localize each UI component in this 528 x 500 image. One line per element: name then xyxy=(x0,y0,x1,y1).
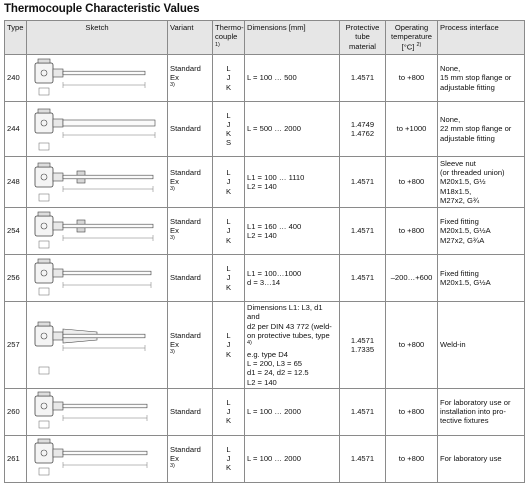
protective-tube-icon xyxy=(63,335,145,339)
material-line: 1.4571 xyxy=(350,177,375,187)
cell-temperature xyxy=(386,102,438,157)
cell-material xyxy=(340,302,386,389)
header-protective-material: Protective tube material xyxy=(340,21,386,55)
temperature-value: to +800 xyxy=(398,454,425,464)
dimension-line: L = 100 … 2000 xyxy=(247,454,301,464)
process-line: M20x1.5, G½ xyxy=(440,177,486,187)
cell-variant xyxy=(168,55,213,102)
material-line: 1.4571 xyxy=(350,454,375,464)
dimension-line-icon xyxy=(63,186,153,192)
process-line: M20x1.5, G½A xyxy=(440,278,491,287)
thermocouple-letter: J xyxy=(226,407,231,417)
material-line: 1.4749 xyxy=(350,119,375,129)
sketch-drawing xyxy=(27,57,168,100)
cell-variant xyxy=(168,255,213,302)
cell-process-interface xyxy=(438,55,525,102)
process-fitting-icon xyxy=(53,402,63,410)
process-line: Fixed fitting xyxy=(440,217,479,227)
side-view-icon xyxy=(39,421,49,428)
table-row xyxy=(5,388,525,435)
thermocouple-letter: L xyxy=(226,168,231,178)
process-line: M18x1.5, xyxy=(440,186,472,196)
table-row xyxy=(5,435,525,482)
cell-sketch xyxy=(27,102,168,157)
thermocouple-letter: K xyxy=(225,349,232,359)
variant-line xyxy=(170,454,210,473)
process-line: None, xyxy=(440,64,461,74)
side-view-icon xyxy=(39,143,49,150)
cell-variant xyxy=(168,388,213,435)
process-line: None, xyxy=(440,115,461,125)
cell-type xyxy=(5,255,27,302)
cell-type xyxy=(5,435,27,482)
cell-sketch xyxy=(27,388,168,435)
cell-thermocouple xyxy=(213,55,245,102)
material-line: 1.4571 xyxy=(350,73,375,83)
connection-head-icon xyxy=(35,109,53,133)
dimension-line: Dimensions L1: L3, d1 and xyxy=(247,303,323,322)
connection-head-icon xyxy=(35,212,53,236)
connection-head-icon xyxy=(35,59,53,83)
sketch-drawing xyxy=(27,257,168,300)
cell-material xyxy=(340,435,386,482)
cell-sketch xyxy=(27,208,168,255)
thermocouple-letter: L xyxy=(226,264,231,274)
dimension-line-text: on protective tubes, type xyxy=(247,330,330,340)
connection-head-icon xyxy=(35,439,53,463)
temperature-value: to +800 xyxy=(398,407,425,417)
dimension-line: d2 per DIN 43 772 (weld- xyxy=(247,321,332,331)
variant-line: Standard xyxy=(170,330,201,340)
process-line: M27x2, G¾A xyxy=(440,235,485,245)
cell-variant xyxy=(168,208,213,255)
connection-head-icon xyxy=(35,259,53,283)
process-line: (or threaded union) xyxy=(440,168,505,178)
variant-line: Standard xyxy=(170,216,201,226)
dimension-line: L = 500 … 2000 xyxy=(247,124,301,134)
thermocouple-letter: J xyxy=(226,454,231,464)
type-code: 240 xyxy=(7,73,20,83)
sketch-drawing xyxy=(27,159,168,206)
cell-thermocouple xyxy=(213,435,245,482)
cell-dimensions xyxy=(245,388,340,435)
side-view-icon xyxy=(39,241,49,248)
process-line: M27x2, G¾ xyxy=(440,195,480,205)
cell-process-interface xyxy=(438,388,525,435)
temperature-value: to +1000 xyxy=(396,124,427,134)
cell-type xyxy=(5,302,27,389)
dimension-line: d1 = 24, d2 = 12.5 xyxy=(247,368,309,378)
variant-line-footnote: 3) xyxy=(170,235,175,242)
cell-sketch xyxy=(27,435,168,482)
header-thermocouple-text: Thermo-couple xyxy=(215,23,244,42)
protective-tube-icon xyxy=(63,71,145,75)
cell-type xyxy=(5,55,27,102)
cell-process-interface xyxy=(438,302,525,389)
thermocouple-letter: J xyxy=(226,119,231,129)
cell-process-interface xyxy=(438,157,525,208)
sketch-drawing xyxy=(27,210,168,253)
characteristics-table xyxy=(4,20,525,483)
process-line: 15 mm stop flange or xyxy=(440,73,512,83)
cell-material xyxy=(340,208,386,255)
variant-line: Standard xyxy=(170,124,201,134)
protective-tube-icon xyxy=(63,120,155,126)
cell-sketch xyxy=(27,255,168,302)
protective-tube-icon xyxy=(63,271,151,275)
process-line: adjustable fitting xyxy=(440,82,495,92)
cell-type xyxy=(5,388,27,435)
thermocouple-letter: L xyxy=(226,397,231,407)
cell-type xyxy=(5,208,27,255)
cell-material xyxy=(340,55,386,102)
cell-dimensions xyxy=(245,208,340,255)
dimension-line: L2 = 140 xyxy=(247,182,277,191)
dimension-line: L1 = 100 … 1110 xyxy=(247,172,305,182)
variant-line-footnote: 3) xyxy=(170,186,175,193)
cell-type xyxy=(5,157,27,208)
page-title: Thermocouple Characteristic Values xyxy=(4,3,200,15)
cell-temperature xyxy=(386,157,438,208)
variant-line-text: Ex xyxy=(170,340,179,349)
variant-line: Standard xyxy=(170,407,201,417)
thermocouple-letter: K xyxy=(225,282,232,292)
cell-material xyxy=(340,388,386,435)
table-row xyxy=(5,255,525,302)
material-line: 1.4571 xyxy=(350,407,375,417)
side-view-icon xyxy=(39,194,49,201)
cell-thermocouple xyxy=(213,388,245,435)
process-line: For laboratory use or xyxy=(440,397,511,407)
connection-head-icon xyxy=(35,322,53,346)
header-sketch: Sketch xyxy=(27,21,168,55)
material-line: 1.4571 xyxy=(350,273,375,283)
dimension-line-icon xyxy=(63,462,147,468)
variant-line-footnote: 3) xyxy=(170,82,175,89)
dimension-line: e.g. type D4 xyxy=(247,349,288,359)
thermocouple-letter: K xyxy=(225,186,232,196)
table-row xyxy=(5,157,525,208)
dimension-line: L2 = 140 xyxy=(247,231,277,240)
process-line: Fixed fitting xyxy=(440,268,479,278)
dimension-line: L = 100 … 500 xyxy=(247,73,297,83)
sketch-drawing xyxy=(27,104,168,155)
table-row xyxy=(5,302,525,389)
temperature-value: to +800 xyxy=(398,340,425,350)
cell-dimensions xyxy=(245,302,340,389)
cell-variant xyxy=(168,435,213,482)
cell-material xyxy=(340,157,386,208)
thermocouple-letter: S xyxy=(225,138,232,148)
side-view-icon xyxy=(39,468,49,475)
header-process-interface: Process interface xyxy=(438,21,525,55)
dimension-line: L2 = 140 xyxy=(247,377,277,387)
cell-temperature xyxy=(386,55,438,102)
dimension-line-icon xyxy=(63,82,145,88)
process-fitting-icon xyxy=(53,119,63,127)
variant-line xyxy=(170,226,210,245)
cell-variant xyxy=(168,302,213,389)
variant-line-text: Ex xyxy=(170,177,179,187)
thermocouple-letter: J xyxy=(226,273,231,283)
variant-line: Standard xyxy=(170,63,201,73)
cell-variant xyxy=(168,157,213,208)
thermocouple-letter: J xyxy=(226,226,231,236)
thermocouple-letter: L xyxy=(226,331,231,341)
type-code: 244 xyxy=(7,124,20,134)
variant-line-footnote: 3) xyxy=(170,349,175,356)
process-fitting-icon xyxy=(53,69,63,77)
cell-dimensions xyxy=(245,255,340,302)
header-thermocouple xyxy=(213,21,245,55)
variant-line: Standard xyxy=(170,167,201,177)
type-code: 254 xyxy=(7,226,20,236)
header-operating-temperature-text: Operating temperature [°C] xyxy=(391,23,432,52)
temperature-value: to +800 xyxy=(398,226,425,236)
cell-sketch xyxy=(27,157,168,208)
variant-line-text: Ex xyxy=(170,73,179,83)
thermocouple-letter: J xyxy=(226,73,231,83)
dimension-line-icon xyxy=(63,345,145,351)
process-line: Sleeve nut xyxy=(440,158,476,168)
cell-dimensions xyxy=(245,435,340,482)
thermocouple-letter: K xyxy=(225,235,232,245)
cell-variant xyxy=(168,102,213,157)
dimension-line-icon xyxy=(63,282,151,288)
process-line: adjustable fitting xyxy=(440,133,495,143)
material-line: 1.4571 xyxy=(350,226,375,236)
protective-tube-icon xyxy=(63,224,153,228)
process-line: M20x1.5, G½A xyxy=(440,226,491,236)
dimension-line-icon xyxy=(63,415,147,421)
type-code: 256 xyxy=(7,273,20,283)
header-row xyxy=(5,21,525,55)
variant-line: Standard xyxy=(170,444,201,454)
cell-type xyxy=(5,102,27,157)
type-code: 261 xyxy=(7,454,20,464)
side-view-icon xyxy=(39,288,49,295)
process-line: For laboratory use xyxy=(440,454,502,464)
header-thermocouple-footnote: 1) xyxy=(215,41,220,48)
thermocouple-letter: J xyxy=(226,177,231,187)
cell-material xyxy=(340,255,386,302)
cell-process-interface xyxy=(438,435,525,482)
thermocouple-letter: K xyxy=(225,82,232,92)
process-line: 22 mm stop flange or xyxy=(440,124,512,134)
dimension-line xyxy=(247,331,337,350)
dimension-line: L1 = 160 … 400 xyxy=(247,221,302,231)
thermocouple-letter: K xyxy=(225,129,232,138)
thermocouple-letter: J xyxy=(226,340,231,350)
header-operating-temperature xyxy=(386,21,438,55)
sketch-drawing xyxy=(27,437,168,480)
cell-thermocouple xyxy=(213,102,245,157)
type-code: 260 xyxy=(7,407,20,417)
table-row xyxy=(5,208,525,255)
cell-thermocouple xyxy=(213,208,245,255)
cell-sketch xyxy=(27,302,168,389)
cell-process-interface xyxy=(438,102,525,157)
connection-head-icon xyxy=(35,392,53,416)
dimension-line: L = 200, L3 = 65 xyxy=(247,359,303,369)
type-code: 248 xyxy=(7,177,20,187)
dimension-line-footnote: 4) xyxy=(247,340,252,346)
protective-tube-icon xyxy=(63,451,147,455)
side-view-icon xyxy=(39,88,49,95)
side-view-icon xyxy=(39,367,49,374)
cell-thermocouple xyxy=(213,255,245,302)
cell-temperature xyxy=(386,435,438,482)
thermocouple-letter: L xyxy=(226,110,231,120)
table-body xyxy=(5,55,525,483)
sketch-drawing xyxy=(27,310,168,379)
material-line: 1.4762 xyxy=(350,129,375,138)
cell-thermocouple xyxy=(213,302,245,389)
thermocouple-letter: L xyxy=(226,64,231,74)
variant-line xyxy=(170,73,210,92)
variant-line-footnote: 3) xyxy=(170,463,175,470)
header-variant: Variant xyxy=(168,21,213,55)
protective-tube-icon xyxy=(63,404,147,408)
cell-process-interface xyxy=(438,208,525,255)
cell-process-interface xyxy=(438,255,525,302)
variant-line-text: Ex xyxy=(170,453,179,463)
variant-line xyxy=(170,340,210,359)
cell-sketch xyxy=(27,55,168,102)
process-line: Weld-in xyxy=(440,340,466,350)
table-row xyxy=(5,102,525,157)
variant-line: Standard xyxy=(170,273,201,283)
header-dimensions: Dimensions [mm] xyxy=(245,21,340,55)
cell-temperature xyxy=(386,208,438,255)
variant-line-text: Ex xyxy=(170,226,179,236)
table-row xyxy=(5,55,525,102)
cell-dimensions xyxy=(245,157,340,208)
header-type: Type xyxy=(5,21,27,55)
dimension-line: L1 = 100…1000 xyxy=(247,268,302,278)
protective-tube-icon xyxy=(63,175,153,179)
connection-head-icon xyxy=(35,163,53,187)
cell-dimensions xyxy=(245,55,340,102)
dimension-line-icon xyxy=(63,235,153,241)
temperature-value: to +800 xyxy=(398,73,425,83)
type-code: 257 xyxy=(7,340,20,350)
variant-line xyxy=(170,177,210,196)
thermocouple-letter: L xyxy=(226,444,231,454)
material-line: 1.4571 xyxy=(350,335,375,345)
thermocouple-letter: K xyxy=(225,416,232,426)
dimension-line: L = 100 … 2000 xyxy=(247,407,301,417)
process-fitting-icon xyxy=(53,449,63,457)
cell-dimensions xyxy=(245,102,340,157)
cell-temperature xyxy=(386,255,438,302)
process-line: tective fixtures xyxy=(440,416,489,426)
sketch-drawing xyxy=(27,390,168,433)
thermocouple-letter: K xyxy=(225,463,232,473)
dimension-line: d = 3…14 xyxy=(247,278,281,287)
process-line: installation into pro- xyxy=(440,407,506,417)
thermocouple-letter: L xyxy=(226,217,231,227)
header-operating-footnote: 2) xyxy=(416,41,422,48)
cell-temperature xyxy=(386,388,438,435)
process-fitting-icon xyxy=(53,269,63,277)
material-line: 1.7335 xyxy=(350,344,375,354)
dimension-line-icon xyxy=(63,132,155,138)
cell-material xyxy=(340,102,386,157)
temperature-value: –200…+600 xyxy=(390,273,433,283)
temperature-value: to +800 xyxy=(398,177,425,187)
cell-temperature xyxy=(386,302,438,389)
cell-thermocouple xyxy=(213,157,245,208)
